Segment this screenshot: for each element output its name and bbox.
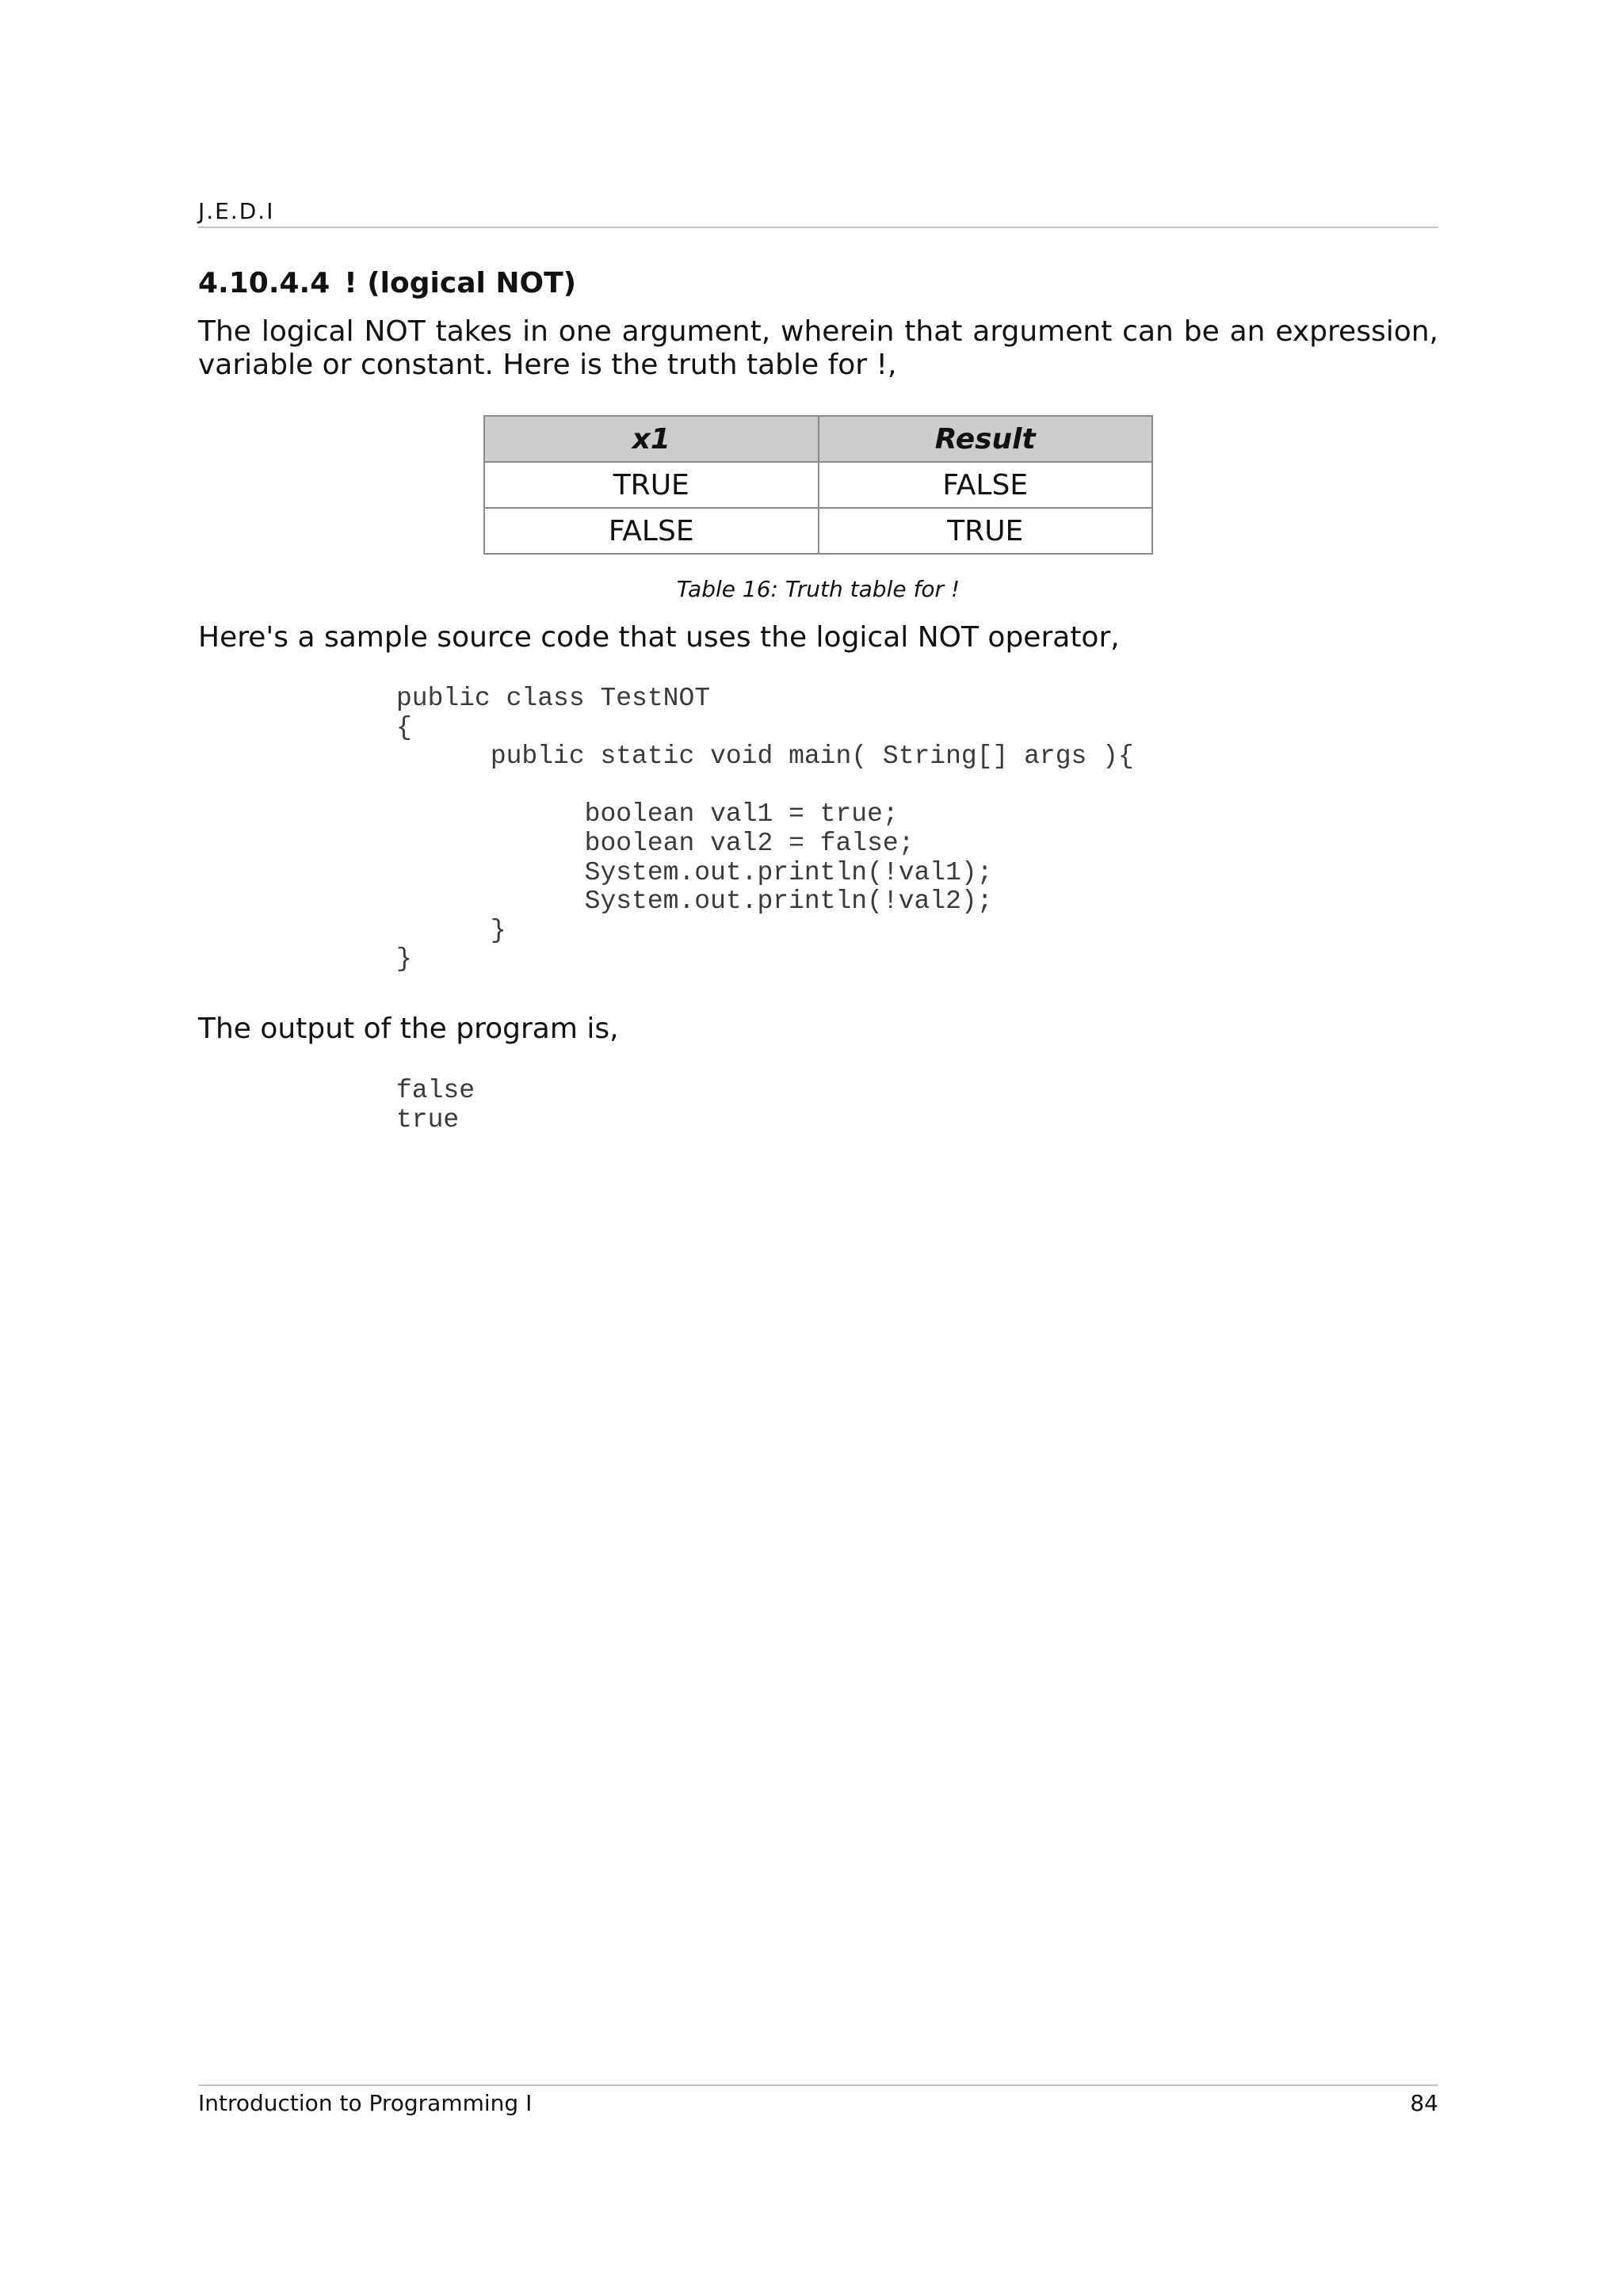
truth-table [483, 415, 1153, 555]
table-cell: FALSE [484, 508, 819, 554]
section-number: 4.10.4.4 [198, 267, 330, 299]
column-header-result: Result [819, 416, 1153, 462]
section-title: ! (logical NOT) [344, 267, 577, 299]
page-number: 84 [1410, 2090, 1438, 2116]
truth-table-header-row [484, 416, 1152, 462]
header-rule [198, 227, 1438, 228]
footer-rule [198, 2084, 1438, 2086]
output-intro: The output of the program is, [198, 1013, 619, 1045]
footer-title: Introduction to Programming I [198, 2090, 533, 2116]
intro-paragraph: The logical NOT takes in one argument, wherein that argument can be an expression, variable or constant. Here is the truth table for !, [198, 315, 1438, 381]
code-block: public class TestNOT { public static void main( String[] args ){ boolean val1 = true; boolean val2 = false; System.out.println(!val1); System.out.println(!val2); } } [396, 684, 1134, 974]
running-header: J.E.D.I [198, 198, 275, 224]
table-cell: FALSE [819, 462, 1153, 508]
table-row [484, 508, 1152, 554]
table-cell: TRUE [484, 462, 819, 508]
section-heading [198, 267, 576, 299]
column-header-x1: x1 [484, 416, 819, 462]
table-caption: Table 16: Truth table for ! [676, 576, 960, 602]
table-row [484, 462, 1152, 508]
sample-code-intro: Here's a sample source code that uses the logical NOT operator, [198, 621, 1120, 654]
program-output-block: false true [396, 1076, 475, 1135]
table-cell: TRUE [819, 508, 1153, 554]
